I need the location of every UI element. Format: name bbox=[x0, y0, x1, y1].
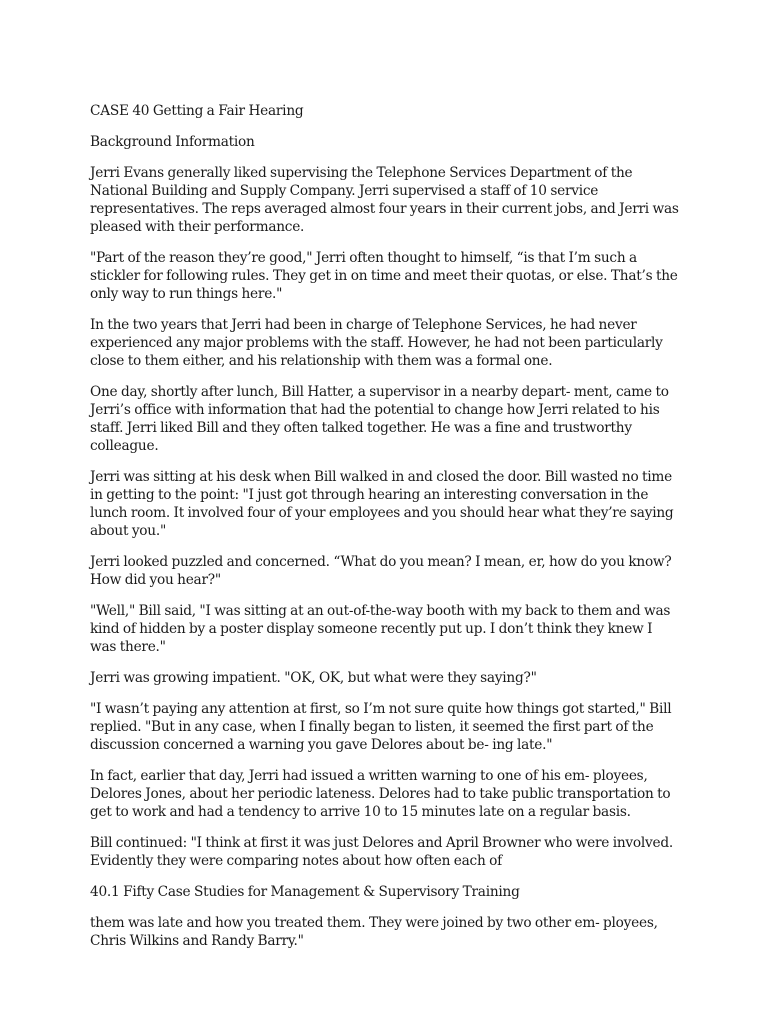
paragraph-6: Jerri looked puzzled and concerned. “What do you mean? I mean, er, how do you know? How did you hear?" bbox=[90, 554, 672, 588]
section-heading: Background Information bbox=[90, 134, 255, 150]
paragraph-11: Bill continued: "I think at first it was just Delores and April Browner who were involved. Evidently they were comparing notes about how often each of bbox=[90, 835, 673, 869]
running-footer: 40.1 Fifty Case Studies for Management & Supervisory Training bbox=[90, 884, 520, 900]
continuation-paragraph: them was late and how you treated them. They were joined by two other em- ployees, Chris Wilkins and Randy Barry." bbox=[90, 915, 658, 949]
paragraph-5: Jerri was sitting at his desk when Bill walked in and closed the door. Bill wasted no time in getting to the point: "I just got through hearing an interesting conversation in the lunch room. It involved four of your employees and you should hear what they’re saying about you." bbox=[90, 469, 674, 539]
paragraph-4: One day, shortly after lunch, Bill Hatter, a supervisor in a nearby depart- ment, came to Jerri’s office with information that had the potential to change how Jerri related to his staff. Jerri liked Bill and they often talked together. He was a fine and trustworthy colleague. bbox=[90, 384, 669, 454]
paragraph-9: "I wasn’t paying any attention at first, so I’m not sure quite how things got started," Bill replied. "But in any case, when I finally began to listen, it seemed the first part of the discussion concerned a warning you gave Delores about be- ing late." bbox=[90, 701, 672, 753]
paragraph-3: In the two years that Jerri had been in charge of Telephone Services, he had never experienced any major problems with the staff. However, he had not been particularly close to them either, and his relationship with them was a formal one. bbox=[90, 317, 663, 369]
document-page bbox=[90, 102, 680, 963]
case-title: CASE 40 Getting a Fair Hearing bbox=[90, 103, 304, 119]
paragraph-10: In fact, earlier that day, Jerri had issued a written warning to one of his em- ployees, Delores Jones, about her periodic lateness. Delores had to take public transportation to get to work and had a tendency to arrive 10 to 15 minutes late on a regular basis. bbox=[90, 768, 671, 820]
paragraph-8: Jerri was growing impatient. "OK, OK, but what were they saying?" bbox=[90, 670, 537, 686]
paragraph-1: Jerri Evans generally liked supervising the Telephone Services Department of the National Building and Supply Company. Jerri supervised a staff of 10 service representatives. The reps averaged almost four years in their current jobs, and Jerri was pleased with their performance. bbox=[90, 165, 679, 235]
paragraph-7: "Well," Bill said, "I was sitting at an out-of-the-way booth with my back to them and was kind of hidden by a poster display someone recently put up. I don’t think they knew I was there." bbox=[90, 603, 671, 655]
paragraph-2: "Part of the reason they’re good," Jerri often thought to himself, “is that I’m such a stickler for following rules. They get in on time and meet their quotas, or else. That’s the only way to run things here." bbox=[90, 250, 678, 302]
